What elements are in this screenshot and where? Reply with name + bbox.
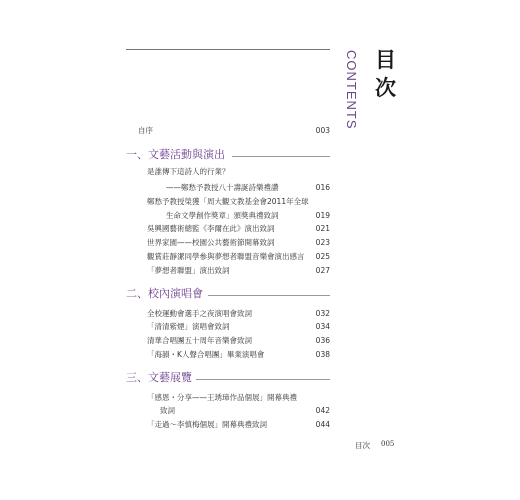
footer-label: 目次: [355, 441, 370, 450]
toc-entry-continuation[interactable]: 生命文學創作獎章」頒獎典禮致詞: [166, 211, 279, 220]
toc-entry-continuation[interactable]: 致詞: [160, 406, 175, 415]
page-title-char-2: 次: [375, 76, 396, 100]
toc-entry[interactable]: 清華合唱團五十周年音樂會致詞: [147, 336, 252, 345]
toc-page: 016: [315, 183, 330, 192]
toc-page: 019: [315, 211, 330, 220]
toc-page: 032: [315, 309, 330, 318]
toc-entry[interactable]: 「感恩・分享——王琇璋作品個展」開幕典禮: [147, 393, 297, 402]
top-rule: [126, 49, 330, 50]
contents-vertical-label: [344, 50, 360, 160]
toc-page-preface: 003: [315, 126, 330, 135]
toc-entry[interactable]: 觀賞莊靜潔同學參與夢想者聯盟音樂會演出感言: [147, 252, 305, 261]
toc-entry-preface[interactable]: 自序: [138, 126, 153, 135]
toc-page: 027: [315, 266, 330, 275]
section-rule-3: [196, 379, 330, 380]
toc-entry-continuation[interactable]: ——鄭愁予教授八十壽誕詩樂禮讚: [166, 183, 279, 192]
toc-page: 038: [315, 350, 330, 359]
footer-page-number: 005: [381, 440, 395, 448]
toc-page: 023: [315, 238, 330, 247]
section-heading-2: 二、校內演唱會: [126, 287, 203, 300]
page-title-char-1: 目: [375, 48, 396, 72]
toc-entry[interactable]: 吳興國藝術總監《李爾在此》演出致詞: [147, 224, 275, 233]
toc-entry[interactable]: 「清清紫煙」演唱會致詞: [147, 322, 230, 331]
section-rule-1: [232, 156, 330, 157]
toc-page: 042: [315, 406, 330, 415]
toc-entry[interactable]: 是誰傳下這詩人的行業？: [147, 167, 230, 176]
toc-entry[interactable]: 鄭愁予教授榮獲「周大觀文教基金會2011年全球: [147, 197, 309, 206]
toc-page: 025: [315, 252, 330, 261]
toc-page: 021: [315, 224, 330, 233]
toc-page: 036: [315, 336, 330, 345]
toc-entry[interactable]: 「海韻・K人聲合唱團」畢業演唱會: [147, 350, 265, 359]
section-heading-1: 一、文藝活動與演出: [126, 148, 225, 161]
section-rule-2: [208, 295, 330, 296]
toc-entry[interactable]: 「夢想者聯盟」演出致詞: [147, 266, 230, 275]
section-heading-3: 三、文藝展覽: [126, 371, 192, 384]
contents-word: CONTENTS: [344, 50, 359, 130]
toc-entry[interactable]: 全校運動會選手之夜演唱會致詞: [147, 309, 252, 318]
toc-page: 034: [315, 322, 330, 331]
toc-entry[interactable]: 「走過～李慎梅個展」開幕典禮致詞: [147, 420, 267, 429]
toc-page: 044: [315, 420, 330, 429]
toc-entry[interactable]: 世界家園——校園公共藝術節開幕致詞: [147, 238, 275, 247]
